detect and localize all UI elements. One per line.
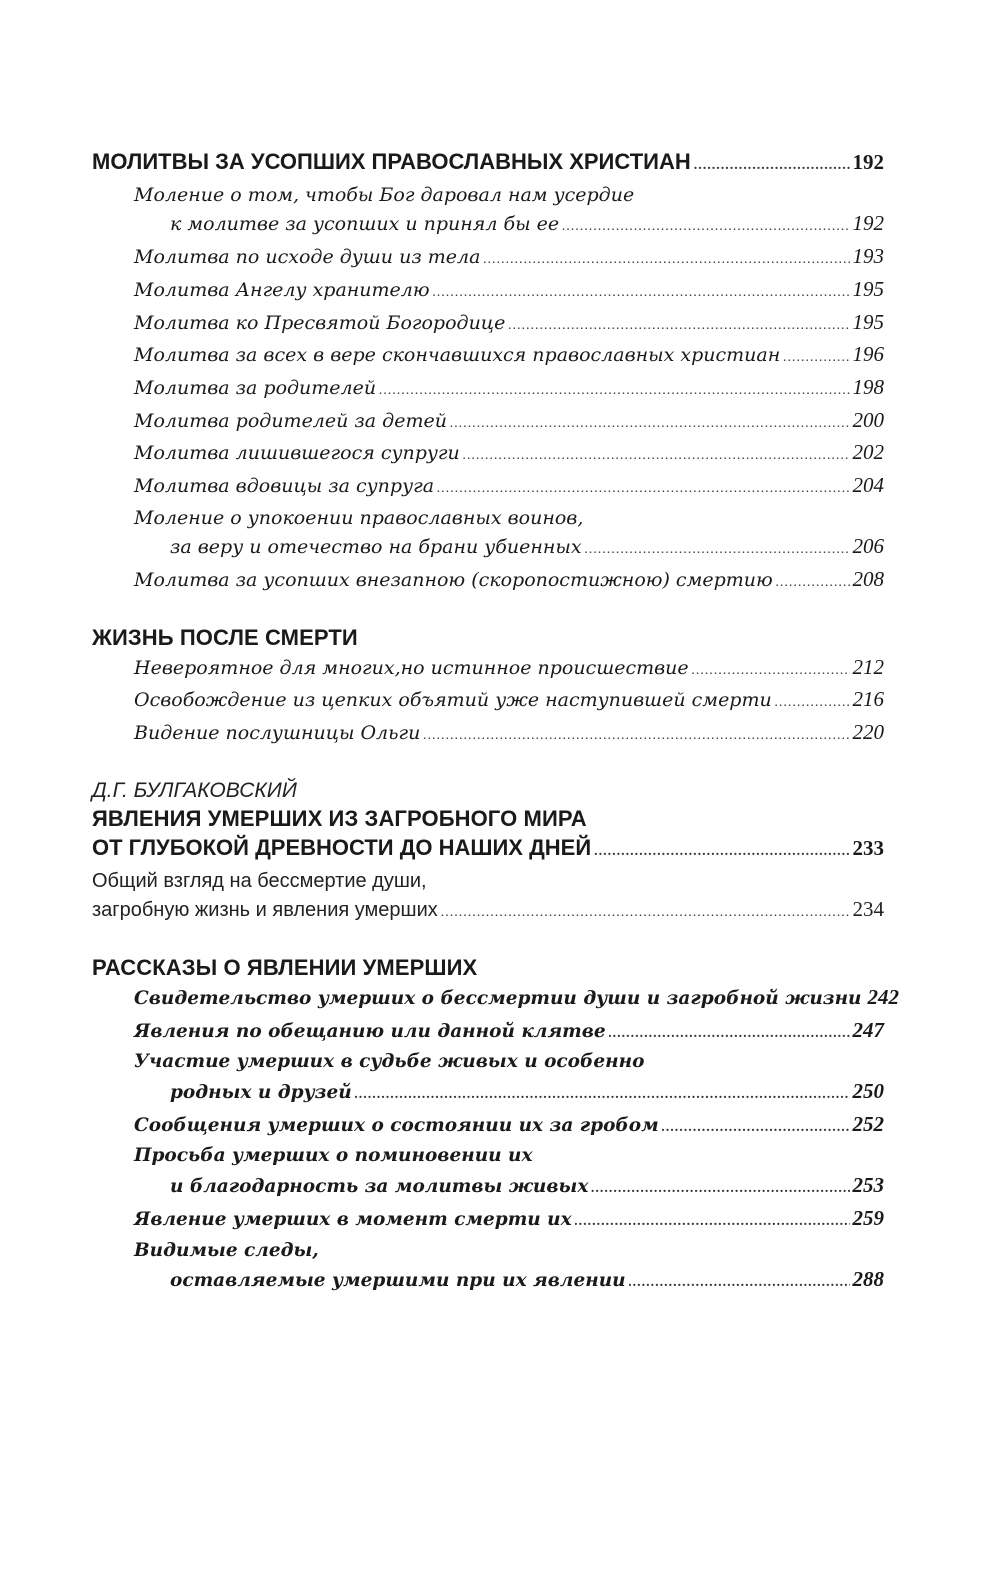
entry-line: за веру и отечество на брани убиенных <box>170 536 582 559</box>
leader-dots <box>775 689 850 718</box>
page-number: 234 <box>852 897 884 922</box>
leader-dots <box>692 657 850 686</box>
page-number: 196 <box>852 342 884 367</box>
toc-entry <box>92 340 884 373</box>
entry-line: Участие умерших в судьбе живых и особенно <box>134 1051 645 1073</box>
page-number: 208 <box>852 567 884 592</box>
toc-entry <box>92 867 884 928</box>
section-title: МОЛИТВЫ ЗА УСОПШИХ ПРАВОСЛАВНЫХ ХРИСТИАН <box>92 149 691 174</box>
section-title: РАССКАЗЫ О ЯВЛЕНИИ УМЕРШИХ <box>92 955 478 981</box>
entry-line: Сообщения умерших о состоянии их за гробом <box>134 1114 659 1136</box>
page-number: 250 <box>852 1078 884 1103</box>
toc-section-stories <box>92 954 900 1298</box>
page-number: 233 <box>852 836 884 861</box>
entry-row <box>92 1265 884 1298</box>
entry-line: Видение послушницы Ольги <box>134 721 421 744</box>
entry-line: Молитва ко Пресвятой Богородице <box>134 311 506 334</box>
leader-dots <box>437 475 849 504</box>
entry-line: Молитва за усопших внезапною (скоропостижною) смертию <box>134 569 773 592</box>
entry-line: Молитва родителей за детей <box>134 409 447 432</box>
toc-entry <box>92 1016 884 1049</box>
section-heading <box>92 834 884 867</box>
toc-entry <box>92 718 884 751</box>
leader-dots <box>433 279 850 308</box>
leader-dots <box>483 246 849 275</box>
section-title: ОТ ГЛУБОКОЙ ДРЕВНОСТИ ДО НАШИХ ДНЕЙ <box>92 835 592 861</box>
toc-entry <box>92 275 884 308</box>
toc-entry <box>92 181 884 242</box>
page-number: 198 <box>852 374 884 399</box>
leader-dots <box>379 377 849 406</box>
entry-line: загробную жизнь и явления умерших <box>92 899 438 922</box>
leader-dots <box>629 1269 850 1298</box>
leader-dots <box>441 899 850 928</box>
entry-row <box>92 209 884 242</box>
toc-entry <box>92 406 884 439</box>
leader-dots <box>609 1020 850 1049</box>
entry-line: Моление о том, чтобы Бог даровал нам усердие <box>134 183 635 206</box>
leader-dots <box>662 1114 850 1143</box>
leader-dots <box>585 536 850 565</box>
page-number: 206 <box>852 534 884 559</box>
toc-section-afterlife <box>92 624 884 751</box>
page-number: 216 <box>852 687 884 712</box>
entry-line: Молитва за всех в вере скончавшихся православных христиан <box>134 344 781 367</box>
leader-dots <box>562 213 849 242</box>
toc-section-prayers <box>92 148 884 598</box>
entry-line: Моление о упокоении православных воинов, <box>134 506 584 529</box>
entry-line: Свидетельство умерших о бессмертии души и загробной жизни <box>134 987 862 1009</box>
page-number: 212 <box>852 654 884 679</box>
page-number: 242 <box>867 984 900 1009</box>
page-number: 192 <box>852 150 884 174</box>
page-number: 193 <box>852 244 884 269</box>
toc-entry <box>92 1237 884 1298</box>
leader-dots <box>423 722 849 751</box>
leader-dots <box>591 1175 849 1204</box>
leader-dots <box>463 442 850 471</box>
entry-line: Молитва вдовицы за супруга <box>134 475 435 498</box>
entry-line: и благодарность за молитвы живых <box>170 1176 589 1198</box>
entry-line: Видимые следы, <box>134 1239 319 1261</box>
toc-entry <box>92 1142 884 1203</box>
entry-row <box>92 1171 884 1204</box>
page-number: 192 <box>852 211 884 236</box>
leader-dots <box>575 1208 850 1237</box>
leader-dots <box>776 569 850 598</box>
toc-entry <box>92 685 884 718</box>
page-number: 195 <box>852 309 884 334</box>
entry-line: Молитва по исходе души из тела <box>134 246 481 269</box>
entry-line: Просьба умерших о поминовении их <box>134 1145 533 1167</box>
toc-entry <box>92 653 884 686</box>
table-of-contents <box>92 148 900 1324</box>
toc-entry <box>92 565 884 598</box>
entry-row <box>92 1077 884 1110</box>
toc-entry <box>92 308 884 341</box>
entry-line: Явления по обещанию или данной клятве <box>134 1020 606 1042</box>
page-number: 220 <box>852 719 884 744</box>
leader-dots <box>694 152 850 181</box>
entry-row <box>92 532 884 565</box>
page-number: 202 <box>852 440 884 465</box>
toc-entry <box>92 1204 884 1237</box>
toc-entry <box>92 438 884 471</box>
section-title: ЯВЛЕНИЯ УМЕРШИХ ИЗ ЗАГРОБНОГО МИРА <box>92 806 587 832</box>
entry-line: Молитва Ангелу хранителю <box>134 278 430 301</box>
leader-dots <box>594 838 849 867</box>
page-number: 252 <box>852 1111 884 1136</box>
toc-entry <box>92 504 884 565</box>
section-heading <box>92 148 884 181</box>
page-number: 259 <box>852 1205 884 1230</box>
page-number: 195 <box>852 276 884 301</box>
entry-line: Молитва лишившегося супруги <box>134 442 460 465</box>
page-number: 200 <box>852 407 884 432</box>
entry-line: Молитва за родителей <box>134 376 377 399</box>
toc-entry <box>92 1048 884 1109</box>
toc-entry <box>92 471 884 504</box>
entry-line: Явление умерших в момент смерти их <box>134 1208 572 1230</box>
entry-line: Невероятное для многих,но истинное происшествие <box>134 656 689 679</box>
toc-entry <box>92 373 884 406</box>
entry-line: Освобождение из цепких объятий уже наступившей смерти <box>134 689 772 712</box>
toc-entry <box>92 983 900 1016</box>
toc-entry <box>92 1110 884 1143</box>
page-number: 204 <box>852 473 884 498</box>
leader-dots <box>450 410 850 439</box>
leader-dots <box>355 1081 850 1110</box>
entry-line: Общий взгляд на бессмертие души, <box>92 869 427 892</box>
toc-entry <box>92 242 884 275</box>
section-title: ЖИЗНЬ ПОСЛЕ СМЕРТИ <box>92 624 358 650</box>
page-number: 288 <box>852 1267 884 1292</box>
entry-line: родных и друзей <box>170 1081 352 1103</box>
entry-line: к молитве за усопших и принял бы ее <box>170 213 560 236</box>
toc-section-apparitions <box>92 777 884 929</box>
page-number: 253 <box>852 1173 884 1198</box>
entry-line: оставляемые умершими при их явлении <box>170 1270 626 1292</box>
entry-row <box>92 895 884 928</box>
author-name: Д.Г. БУЛГАКОВСКИЙ <box>92 778 297 802</box>
leader-dots <box>508 312 849 341</box>
leader-dots <box>783 344 849 373</box>
page-number: 247 <box>852 1017 884 1042</box>
